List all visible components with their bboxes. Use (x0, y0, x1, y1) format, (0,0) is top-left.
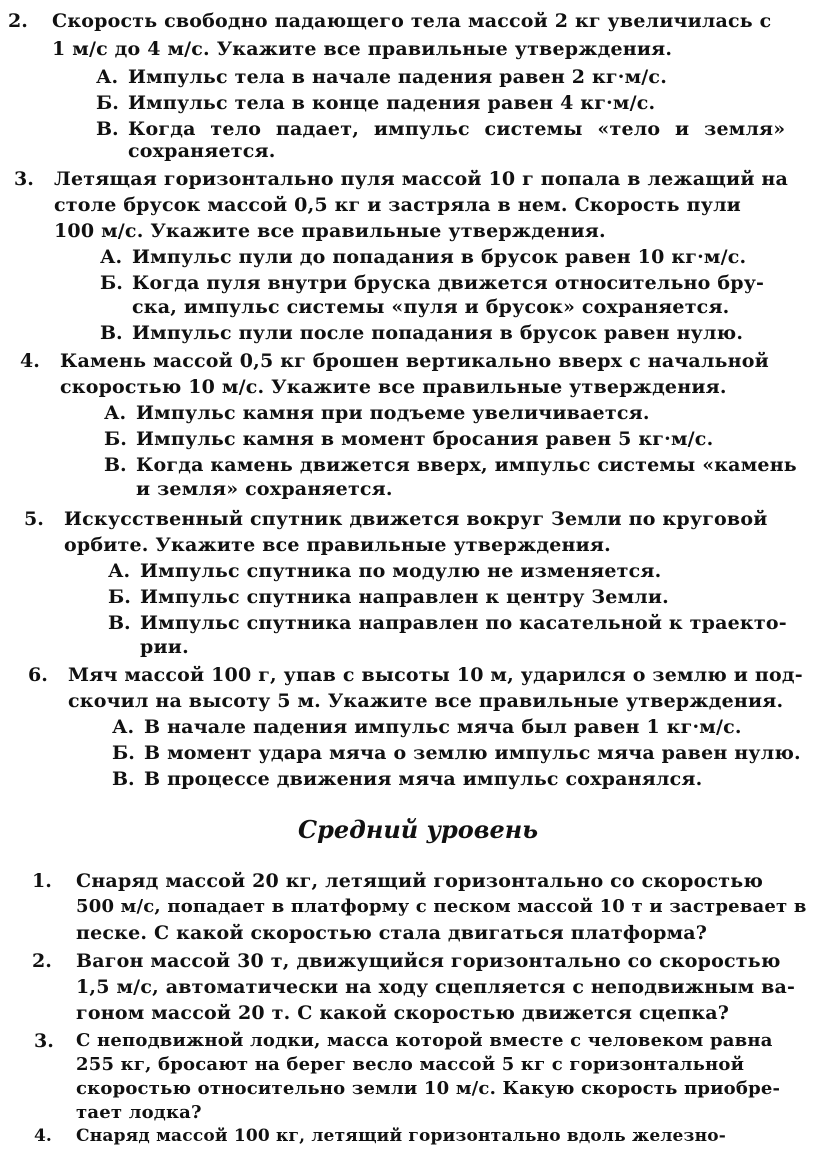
option-letter: Б. (100, 272, 123, 294)
question-number: 3. (14, 168, 34, 190)
option-letter: А. (108, 560, 131, 582)
problem-line: Снаряд массой 20 кг, летящий горизонтально со скоростью (76, 870, 764, 892)
problem-line: 500 м/с, попадает в платформу с песком массой 10 т и застревает в (76, 896, 807, 917)
option-text: ска, импульс системы «пуля и брусок» сохраняется. (132, 296, 730, 318)
option-text: Когда пуля внутри бруска движется относительно бру- (132, 272, 765, 294)
option-letter: А. (100, 246, 123, 268)
option-text: Импульс тела в конце падения равен 4 кг·м/с. (128, 92, 656, 114)
option-text: Импульс спутника направлен по касательной к траекто- (140, 612, 787, 634)
option-letter: В. (112, 768, 135, 790)
problem-line: песке. С какой скоростью стала двигаться платформа? (76, 922, 708, 944)
section-title: Средний уровень (298, 815, 539, 844)
question-stem-line: Мяч массой 100 г, упав с высоты 10 м, ударился о землю и под- (68, 664, 803, 686)
option-letter: Б. (96, 92, 119, 114)
option-text: Когда тело падает, импульс системы «тело и земля» (128, 118, 786, 140)
option-text: рии. (140, 636, 189, 658)
option-text: В начале падения импульс мяча был равен 1 кг·м/с. (144, 716, 742, 738)
option-letter: А. (112, 716, 135, 738)
problem-number: 3. (34, 1030, 54, 1052)
option-letter: В. (108, 612, 131, 634)
question-stem-line: Скорость свободно падающего тела массой 2 кг увеличилась с (52, 10, 772, 32)
option-letter: А. (104, 402, 127, 424)
option-text: и земля» сохраняется. (136, 478, 393, 500)
question-stem-line: скоростью 10 м/с. Укажите все правильные утверждения. (60, 376, 727, 398)
problem-number: 2. (32, 950, 52, 972)
question-stem-line: скочил на высоту 5 м. Укажите все правильные утверждения. (68, 690, 784, 712)
option-text: Импульс пули до попадания в брусок равен 10 кг·м/с. (132, 246, 747, 268)
option-text: В процессе движения мяча импульс сохранялся. (144, 768, 703, 790)
option-letter: Б. (112, 742, 135, 764)
problem-line: Вагон массой 30 т, движущийся горизонтально со скоростью (76, 950, 781, 972)
question-number: 2. (8, 10, 28, 32)
question-stem-line: 1 м/с до 4 м/с. Укажите все правильные утверждения. (52, 38, 673, 60)
question-stem-line: Камень массой 0,5 кг брошен вертикально вверх с начальной (60, 350, 769, 372)
option-text: Импульс тела в начале падения равен 2 кг·м/с. (128, 66, 668, 88)
question-stem-line: Искусственный спутник движется вокруг Земли по круговой (64, 508, 768, 530)
question-number: 5. (24, 508, 44, 530)
problem-line: 255 кг, бросают на берег весло массой 5 кг с горизонтальной (76, 1054, 745, 1075)
problem-number: 4. (34, 1126, 52, 1146)
question-stem-line: столе брусок массой 0,5 кг и застряла в нем. Скорость пули (54, 194, 741, 216)
option-text: Когда камень движется вверх, импульс системы «камень (136, 454, 797, 476)
problem-line: С неподвижной лодки, масса которой вместе с человеком равна (76, 1030, 773, 1051)
question-stem-line: орбите. Укажите все правильные утверждения. (64, 534, 611, 556)
option-text: Импульс камня при подъеме увеличивается. (136, 402, 650, 424)
option-letter: В. (96, 118, 119, 140)
option-text: Импульс спутника направлен к центру Земли. (140, 586, 669, 608)
problem-number: 1. (32, 870, 52, 892)
option-letter: В. (104, 454, 127, 476)
option-text: Импульс спутника по модулю не изменяется. (140, 560, 662, 582)
option-text: Импульс пули после попадания в брусок равен нулю. (132, 322, 744, 344)
option-text: Импульс камня в момент бросания равен 5 кг·м/с. (136, 428, 714, 450)
option-letter: А. (96, 66, 119, 88)
question-number: 4. (20, 350, 40, 372)
option-text: В момент удара мяча о землю импульс мяча равен нулю. (144, 742, 801, 764)
problem-line: Снаряд массой 100 кг, летящий горизонтально вдоль железно- (76, 1126, 727, 1146)
question-stem-line: Летящая горизонтально пуля массой 10 г попала в лежащий на (54, 168, 789, 190)
question-stem-line: 100 м/с. Укажите все правильные утверждения. (54, 220, 606, 242)
problem-line: 1,5 м/с, автоматически на ходу сцепляется с неподвижным ва- (76, 976, 796, 998)
option-letter: Б. (108, 586, 131, 608)
problem-line: тает лодка? (76, 1102, 202, 1123)
option-letter: Б. (104, 428, 127, 450)
option-text: сохраняется. (128, 140, 276, 162)
problem-line: гоном массой 20 т. С какой скоростью движется сцепка? (76, 1002, 730, 1024)
problem-line: скоростью относительно земли 10 м/с. Какую скорость приобре- (76, 1078, 781, 1099)
question-number: 6. (28, 664, 48, 686)
option-letter: В. (100, 322, 123, 344)
